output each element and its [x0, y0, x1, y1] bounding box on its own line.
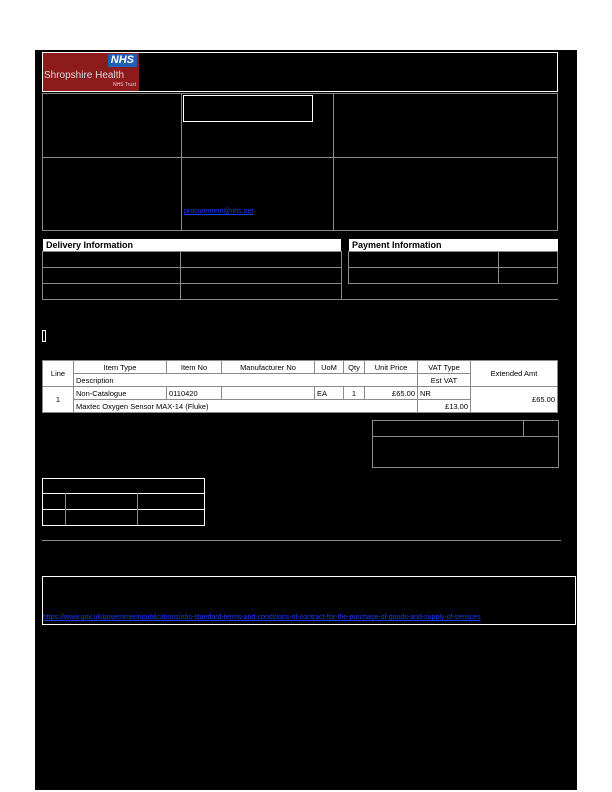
table-divider [373, 436, 558, 437]
order-number-box [183, 95, 313, 122]
row-vat-type: NR [418, 387, 471, 400]
table-divider [65, 493, 66, 525]
row-extended-amt: £65.00 [471, 387, 558, 413]
row-uom: EA [315, 387, 344, 400]
row-unit-price: £65.00 [365, 387, 418, 400]
row-line: 1 [43, 387, 74, 413]
delivery-information-title: Delivery Information [43, 239, 341, 251]
section-divider [342, 299, 558, 300]
logo-subtitle: NHS Trust [112, 82, 136, 88]
table-divider [43, 267, 341, 268]
table-divider [349, 267, 557, 268]
table-divider [180, 252, 181, 299]
row-est-vat: £13.00 [418, 400, 471, 413]
approval-table [42, 478, 205, 526]
table-divider [43, 283, 341, 284]
grid-divider [333, 94, 334, 230]
table-divider [43, 493, 204, 494]
delivery-table [42, 251, 342, 300]
header-vat-type: VAT Type [418, 361, 471, 374]
table-divider [137, 493, 138, 525]
order-items-table [42, 360, 558, 413]
payment-information-title: Payment Information [349, 239, 558, 251]
header-item-type: Item Type [74, 361, 167, 374]
row-description: Maxtec Oxygen Sensor MAX-14 (Fluke) [74, 400, 418, 413]
header-extended-amt: Extended Amt [471, 361, 558, 387]
header-uom: UoM [315, 361, 344, 374]
totals-box [372, 420, 559, 468]
grid-divider [181, 94, 182, 230]
nhs-badge: NHS [108, 54, 137, 67]
header-item-no: Item No [167, 361, 222, 374]
table-divider [43, 509, 204, 510]
header-description: Description [74, 374, 418, 387]
header-est-vat: Est VAT [418, 374, 471, 387]
header-manufacturer-no: Manufacturer No [222, 361, 315, 374]
header-line: Line [43, 361, 74, 387]
marker-box [42, 330, 46, 342]
logo-org-name: Shropshire Health [44, 70, 125, 81]
header-unit-price: Unit Price [365, 361, 418, 374]
header-qty: Qty [344, 361, 365, 374]
terms-conditions-link[interactable]: https://www.gov.uk/government/publications/nhs-standard-terms-and-conditions-of-contract-for-the-purchase-of-goods-and-supply-of-services [43, 614, 481, 621]
table-divider [523, 421, 524, 436]
row-item-no: 0110420 [167, 387, 222, 400]
row-manufacturer-no [222, 387, 315, 400]
row-qty: 1 [344, 387, 365, 400]
grid-divider [43, 157, 557, 158]
nhs-logo [43, 53, 139, 91]
page-divider [42, 540, 561, 541]
contact-email-link[interactable]: procurement@nhs.net [184, 208, 254, 215]
payment-table [348, 251, 558, 284]
row-item-type: Non-Catalogue [74, 387, 167, 400]
